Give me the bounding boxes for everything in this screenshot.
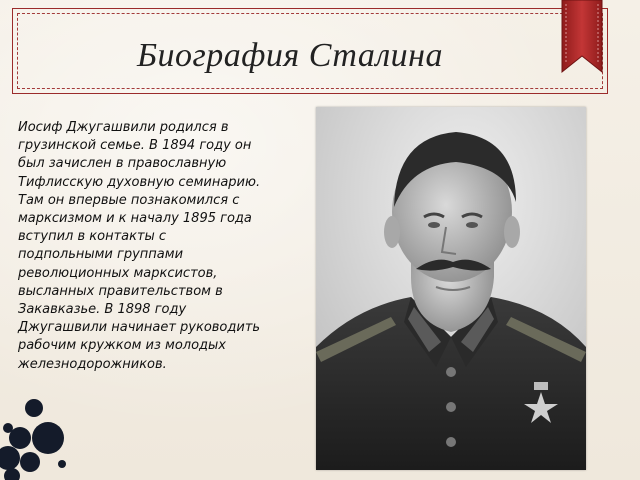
slide-title: Биография Сталина (136, 37, 444, 74)
biography-paragraph: Иосиф Джугашвили родился в грузинской семье. В 1894 году он был зачислен в православную Тифлисскую духовную семинарию. Там он впервые познакомился с марксизмом и к началу 1895 года вступил в контакты с подпольными группами революционных марксистов, высланных правительством в Закавказье. В 1898 году Джугашвили начинает руководить рабочим кружком из молодых железнодорожников. (18, 120, 261, 372)
ink-splatter-icon (0, 388, 80, 480)
bookmark-ribbon-icon (560, 0, 604, 74)
portrait-photo (316, 107, 586, 470)
